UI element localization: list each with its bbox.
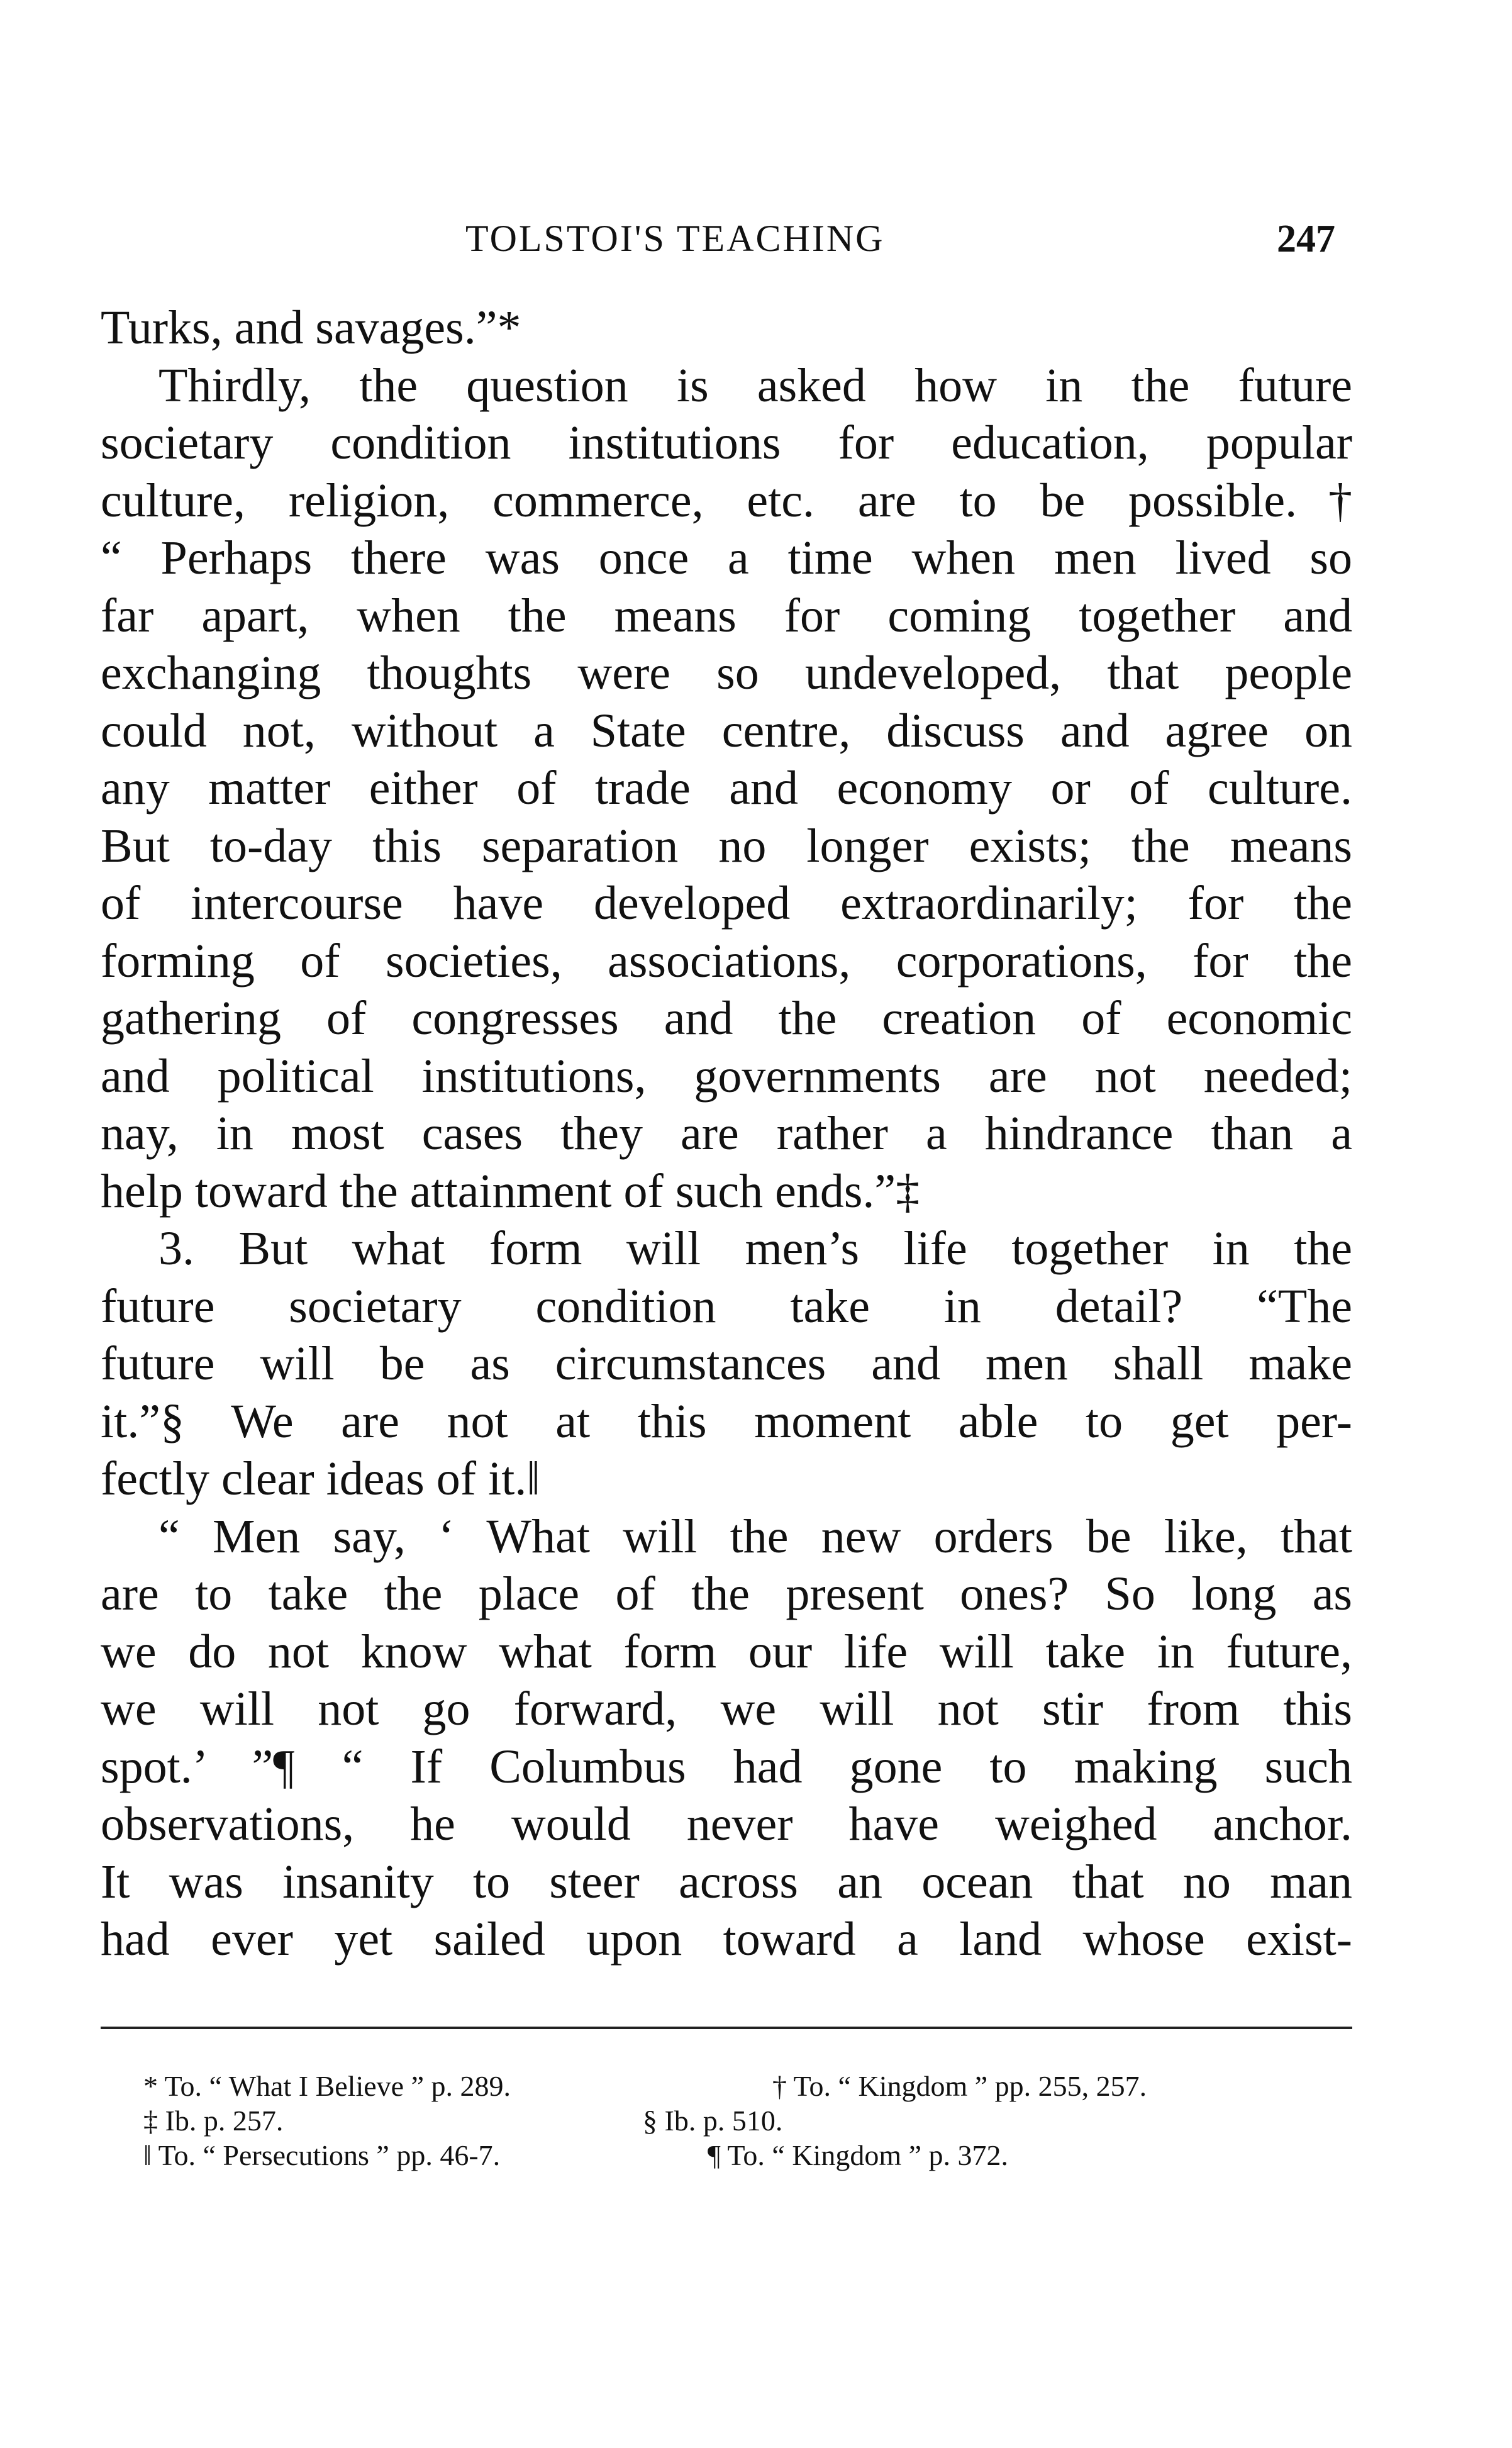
- text-line: had ever yet sailed upon toward a land whose exist-: [101, 1913, 1352, 1966]
- text-line: societary condition institutions for education, popular: [101, 416, 1352, 469]
- text-line: future societary condition take in detail? “The: [101, 1279, 1352, 1333]
- text-line: forming of societies, associations, corporations, for the: [101, 934, 1352, 988]
- footnote-section: § Ib. p. 510.: [643, 2105, 783, 2137]
- text-line: But to-day this separation no longer exists; the means: [101, 819, 1352, 872]
- text-line: and political institutions, governments are not needed;: [101, 1049, 1352, 1103]
- text-line: culture, religion, commerce, etc. are to be possible.†: [101, 474, 1352, 527]
- text-line: it.”§ We are not at this moment able to get per-: [101, 1394, 1352, 1448]
- text-line: observations, he would never have weighed anchor.: [101, 1798, 1352, 1850]
- text-line: spot.’ ”¶ “ If Columbus had gone to making such: [101, 1740, 1352, 1793]
- footnote-rule: [101, 2027, 1352, 2029]
- text-line: we do not know what form our life will take in future,: [101, 1625, 1352, 1678]
- footnote-pilcrow: ¶ To. “ Kingdom ” p. 372.: [708, 2139, 1009, 2171]
- text-line: “ Perhaps there was once a time when men lived so: [101, 531, 1352, 584]
- body-text: [101, 299, 1352, 1969]
- text-line: we will not go forward, we will not stir from this: [101, 1683, 1352, 1735]
- running-head: [0, 217, 1512, 267]
- footnote-dagger: † To. “ Kingdom ” pp. 255, 257.: [772, 2070, 1147, 2102]
- text-line: of intercourse have developed extraordinarily; for the: [101, 877, 1352, 930]
- text-line: exchanging thoughts were so undeveloped, that people: [101, 647, 1352, 699]
- running-head-title: TOLSTOI'S TEACHING: [465, 218, 885, 259]
- text-line: Turks, and savages.”*: [101, 301, 521, 354]
- footnote-star: * To. “ What I Believe ” p. 289.: [143, 2070, 511, 2102]
- footnote-parallel: ‖ To. “ Persecutions ” pp. 46-7.: [143, 2139, 501, 2171]
- text-line: help toward the attainment of such ends.”‡: [101, 1164, 920, 1218]
- text-line: far apart, when the means for coming together and: [101, 589, 1352, 642]
- footnote-double-dagger: ‡ Ib. p. 257.: [143, 2105, 284, 2137]
- text-line: could not, without a State centre, discuss and agree on: [101, 704, 1352, 757]
- text-line: are to take the place of the present ones? So long as: [101, 1567, 1352, 1620]
- text-line: It was insanity to steer across an ocean that no man: [101, 1855, 1352, 1908]
- text-line: nay, in most cases they are rather a hindrance than a: [101, 1107, 1352, 1160]
- text-line: “ Men say, ‘ What will the new orders be like, that: [158, 1510, 1352, 1563]
- text-line: fectly clear ideas of it.‖: [101, 1452, 540, 1505]
- text-line: future will be as circumstances and men shall make: [101, 1337, 1352, 1390]
- text-line: Thirdly, the question is asked how in the future: [158, 359, 1352, 412]
- text-line: gathering of congresses and the creation of economic: [101, 992, 1352, 1045]
- text-line: any matter either of trade and economy or of culture.: [101, 762, 1352, 815]
- text-line: 3. But what form will men’s life together in the: [158, 1222, 1352, 1275]
- page-number: 247: [1277, 218, 1335, 260]
